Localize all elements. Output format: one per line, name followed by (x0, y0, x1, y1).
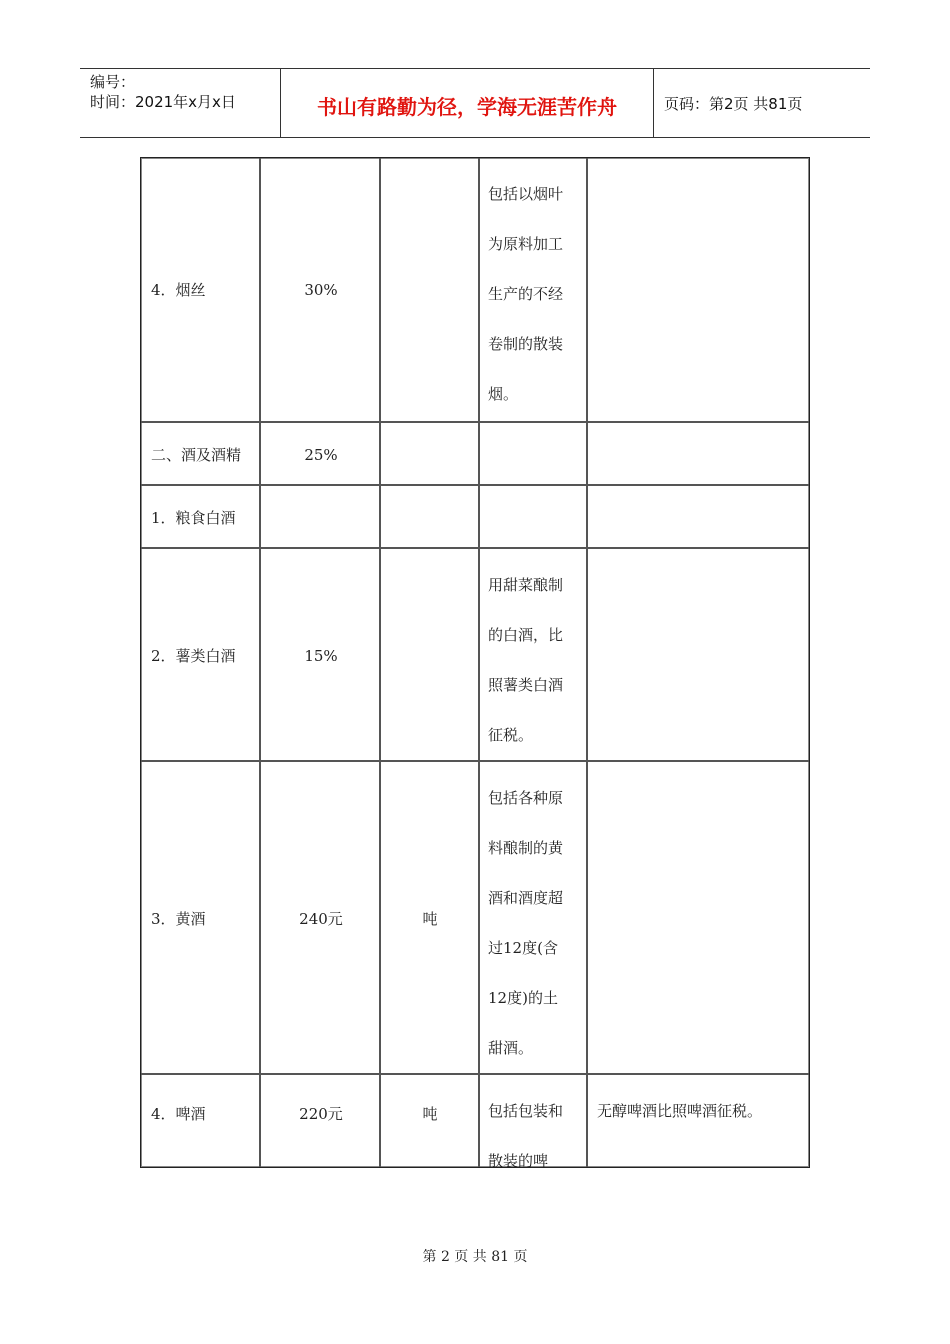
item-name: 2．薯类白酒 (151, 647, 236, 665)
item-description: 用甜菜酿制 的白酒，比 照薯类白酒 征税。 (488, 576, 564, 744)
page-header (80, 68, 870, 138)
tax-unit: 吨 (422, 1105, 438, 1123)
tax-unit: 吨 (422, 910, 438, 928)
item-description (488, 486, 582, 549)
item-note (597, 762, 807, 1075)
tax-rate-table (140, 157, 810, 1168)
tax-unit (381, 423, 479, 486)
document-time-label: 时间：2021年x月x日 (90, 93, 236, 111)
tax-rate: 30% (304, 280, 338, 299)
tax-unit (381, 158, 479, 421)
tax-rate: 220元 (299, 1105, 343, 1123)
item-name: 3．黄酒 (151, 910, 206, 928)
item-description (488, 423, 582, 486)
tax-rate: 25% (304, 445, 338, 464)
header-page-info: 页码：第2页 共81页 (664, 95, 803, 113)
tax-unit (381, 486, 479, 549)
item-note (597, 486, 807, 549)
item-note: 无醇啤酒比照啤酒征税。 (597, 1102, 763, 1120)
document-code-label: 编号： (90, 73, 136, 91)
tax-rate (261, 486, 381, 549)
tax-unit (381, 549, 479, 762)
table-row (141, 158, 809, 421)
item-name: 4．烟丝 (151, 281, 206, 299)
header-slogan-cell (281, 69, 654, 137)
table-row (141, 760, 809, 1075)
item-description: 包括以烟叶 为原料加工 生产的不经 卷制的散装 烟。 (488, 185, 564, 403)
item-description: 包括各种原 料酿制的黄 酒和酒度超 过12度(含 12度)的土 甜酒。 (488, 789, 564, 1057)
tax-rate: 240元 (299, 910, 343, 928)
item-name: 二、酒及酒精 (151, 446, 242, 464)
table-row (141, 547, 809, 762)
header-slogan: 书山有路勤为径，学海无涯苦作舟 (317, 95, 617, 119)
table-row (141, 484, 809, 549)
table-row (141, 1073, 809, 1169)
header-meta-cell (80, 69, 281, 137)
item-name: 4．啤酒 (151, 1105, 206, 1123)
table-row (141, 421, 809, 486)
tax-rate: 15% (304, 646, 338, 665)
item-note (597, 158, 807, 421)
header-page-cell (654, 69, 870, 137)
item-name: 1．粮食白酒 (151, 509, 236, 527)
item-note (597, 549, 807, 762)
item-description: 包括包装和 散装的啤 (488, 1102, 564, 1170)
item-note (597, 423, 807, 486)
page-footer: 第 2 页 共 81 页 (422, 1249, 528, 1265)
